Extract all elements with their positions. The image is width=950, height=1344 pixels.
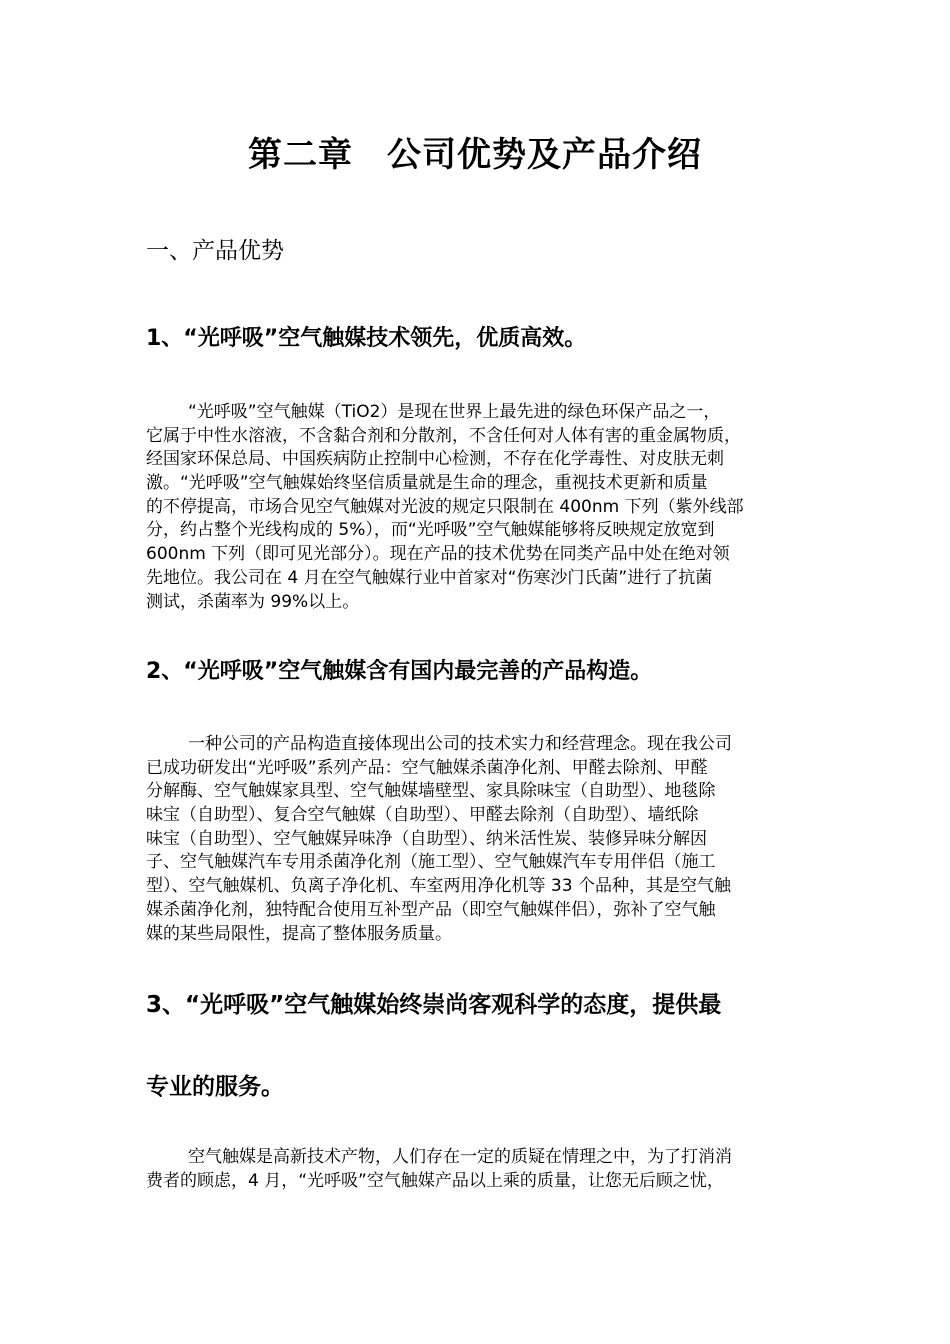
paragraph-line: 味宝（自助型）、空气触媒异味净（自助型）、纳米活性炭、装修异味分解因 (146, 828, 707, 849)
paragraph-line: “光呼吸”空气触媒（TiO2）是现在世界上最先进的绿色环保产品之一， (188, 402, 721, 422)
paragraph-line: 味宝（自助型）、复合空气触媒（自助型）、甲醛去除剂（自助型）、墙纸除 (146, 805, 699, 826)
item-2-paragraph (146, 733, 810, 946)
section-heading: 一、产品优势 (146, 238, 284, 264)
item-3-paragraph (146, 1146, 810, 1193)
paragraph-line: 分解酶、空气触媒家具型、空气触媒墙壁型、家具除味宝（自助型）、地毯除 (146, 781, 716, 802)
paragraph-line: 的不停提高，市场合见空气触媒对光波的规定只限制在 400nm 下列（紫外线部 (146, 496, 744, 517)
item-3-heading-line-2: 专业的服务。 (146, 1074, 284, 1100)
item-3-heading-line-1: 3、“光呼吸”空气触媒始终崇尚客观科学的态度，提供最 (146, 992, 722, 1018)
paragraph-line: 型）、空气触媒机、负离子净化机、车室两用净化机等 33 个品种，其是空气触 (146, 876, 731, 897)
chapter-title (0, 127, 950, 176)
paragraph-line: 600nm 下列（即可见光部分）。现在产品的技术优势在同类产品中处在绝对领 (146, 544, 730, 565)
paragraph-line: 它属于中性水溶液，不含黏合剂和分散剂，不含任何对人体有害的重金属物质， (146, 425, 741, 446)
paragraph-line: 媒的某些局限性，提高了整体服务质量。 (146, 923, 452, 944)
paragraph-line: 已成功研发出“光呼吸”系列产品：空气触媒杀菌净化剂、甲醛去除剂、甲醛 (146, 757, 708, 778)
paragraph-line: 费者的顾虑，4 月，“光呼吸”空气触媒产品以上乘的质量，让您无后顾之忧， (146, 1170, 724, 1191)
paragraph-line: 经国家环保总局、中国疾病防止控制中心检测，不存在化学毒性、对皮肤无刺 (146, 449, 724, 470)
item-1-heading: 1、“光呼吸”空气触媒技术领先，优质高效。 (146, 326, 587, 351)
chapter-title-text: 公司优势及产品介绍 (387, 135, 702, 175)
paragraph-line: 分，约占整个光线构成的 5%），而“光呼吸”空气触媒能够将反映规定放宽到 (146, 520, 715, 541)
paragraph-line: 激。“光呼吸”空气触媒始终坚信质量就是生命的理念，重视技术更新和质量 (146, 473, 708, 494)
paragraph-line: 子、空气触媒汽车专用杀菌净化剂（施工型）、空气触媒汽车专用伴侣（施工 (146, 852, 716, 873)
paragraph-line: 空气触媒是高新技术产物，人们存在一定的质疑在情理之中，为了打消消 (188, 1147, 732, 1167)
paragraph-line: 先地位。我公司在 4 月在空气触媒行业中首家对“伤寒沙门氏菌”进行了抗菌 (146, 567, 713, 588)
paragraph-line: 测试，杀菌率为 99%以上。 (146, 591, 360, 612)
chapter-label: 第二章 (248, 135, 353, 175)
paragraph-line: 媒杀菌净化剂，独特配合使用互补型产品（即空气触媒伴侣），弥补了空气触 (146, 899, 716, 920)
item-2-heading: 2、“光呼吸”空气触媒含有国内最完善的产品构造。 (146, 659, 653, 684)
item-1-paragraph (146, 401, 810, 614)
paragraph-line: 一种公司的产品构造直接体现出公司的技术实力和经营理念。现在我公司 (188, 734, 732, 754)
